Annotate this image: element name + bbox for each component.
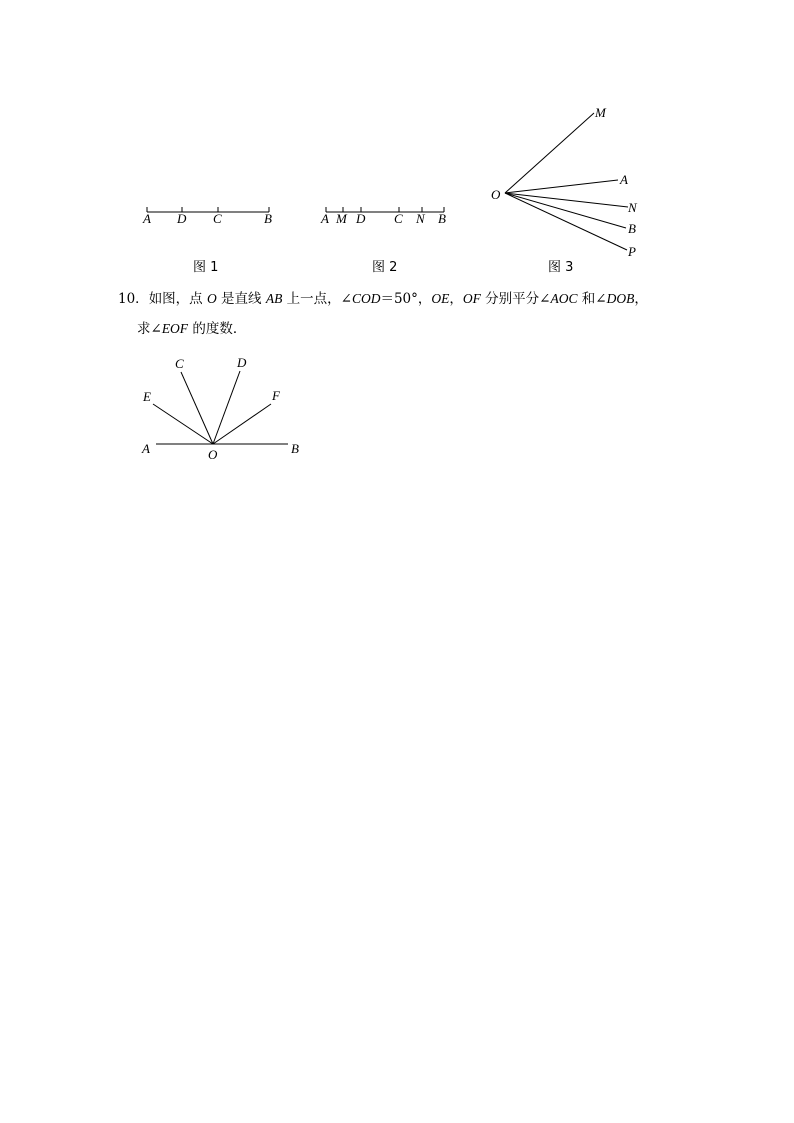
point-label: A <box>143 211 151 226</box>
ray-label: A <box>620 172 628 187</box>
ray-label: B <box>628 221 636 236</box>
ray-label: D <box>237 355 247 370</box>
line-end-label: B <box>291 441 299 456</box>
ray-label: F <box>272 388 280 403</box>
ray-label: P <box>628 244 636 259</box>
ray-label: M <box>595 105 606 120</box>
vertex-label: O <box>491 187 501 202</box>
problem-10-line-1: 10．如图，点 O 是直线 AB 上一点，∠COD＝50°，OE，OF 分别平分∠AOC 和∠DOB， <box>118 291 648 307</box>
point-label: N <box>416 211 425 226</box>
point-label: D <box>177 211 187 226</box>
ray-label: C <box>175 356 184 371</box>
point-label: A <box>321 211 329 226</box>
ray-label: E <box>143 389 151 404</box>
problem-10-line-2: 求∠EOF 的度数． <box>137 321 247 337</box>
point-label: B <box>438 211 446 226</box>
point-label: B <box>264 211 272 226</box>
point-label: M <box>336 211 347 226</box>
ray-od <box>213 371 240 444</box>
figure-caption: 图 3 <box>548 260 574 275</box>
point-label: C <box>394 211 403 226</box>
point-label: C <box>213 211 222 226</box>
ray-label: N <box>628 200 637 215</box>
vertex-label: O <box>208 447 218 462</box>
ray-of <box>213 404 271 444</box>
line-end-label: A <box>142 441 150 456</box>
figure-caption: 图 2 <box>372 260 398 275</box>
figure-caption: 图 1 <box>193 260 219 275</box>
problem-number: 10． <box>118 291 149 307</box>
point-label: D <box>356 211 366 226</box>
